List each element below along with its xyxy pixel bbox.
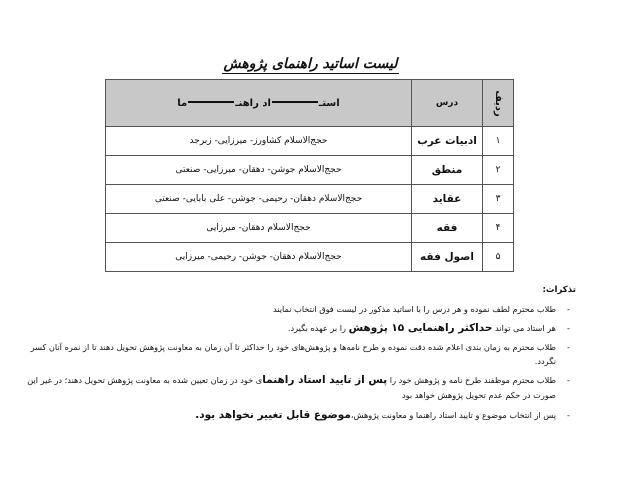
page-title (0, 56, 621, 72)
note-text: ی خود در زمان تعیین شده به معاونت پژوهش تحویل دهند؛ در غیر این صورت در حکم عدم تحویل پژوهش خواهد بود (27, 375, 556, 400)
note-item (20, 373, 576, 403)
note-bullet: - (567, 375, 570, 385)
row-subject: فقه (412, 214, 483, 243)
table-row (106, 243, 514, 272)
header-professors-part1: استـ (318, 97, 340, 109)
note-text: هر استاد می تواند (495, 323, 556, 333)
note-bullet: - (567, 323, 570, 333)
header-subject: درس (412, 80, 483, 127)
row-index: ۳ (483, 185, 514, 214)
row-subject: اصول فقه (412, 243, 483, 272)
table-row (106, 127, 514, 156)
row-professors: حجج‌الاسلام دهقان- رحیمی- جوشن- علی بابایی- صنعتی (106, 185, 412, 214)
note-text: طلاب محترم به زمان بندی اعلام شده دقت نموده و طرح نامه‌ها و پژوهش‌های خود را حداکثر تا آن زمان به معاونت پژوهش تحویل دهند تا از نمره آنان کسر نگردد. (30, 342, 556, 366)
row-professors: حجج‌الاسلام دهقان- جوشن- رحیمی- میرزایی (106, 243, 412, 272)
note-text: پس از انتخاب موضوع و تایید استاد راهنما و معاونت پژوهش، (350, 410, 556, 420)
note-item (20, 302, 576, 316)
row-professors: حجج‌الاسلام کشاورز- میرزایی- زبرجد (106, 127, 412, 156)
note-emphasis: حداکثر راهنمایی ۱۵ پژوهش (348, 322, 493, 334)
table-header-row (106, 80, 514, 127)
header-index (483, 80, 514, 127)
note-bullet: - (567, 410, 570, 420)
row-subject: عقاید (412, 185, 483, 214)
row-index: ۲ (483, 156, 514, 185)
row-index: ۱ (483, 127, 514, 156)
table-row (106, 156, 514, 185)
row-index: ۴ (483, 214, 514, 243)
notes-section (20, 283, 576, 427)
page-title-text: لیست اساتید راهنمای پژوهش (223, 56, 398, 72)
table-row (106, 214, 514, 243)
row-professors: حجج‌الاسلام دهقان- میرزایی (106, 214, 412, 243)
row-professors: حجج‌الاسلام جوشن- دهقان- میرزایی- صنعتی (106, 156, 412, 185)
note-text: طلاب محترم موظفند طرح نامه و پژوهش خود را (389, 375, 556, 385)
header-professors (106, 80, 412, 127)
header-professors-part3: ما (177, 97, 188, 109)
note-text: را بر عهده بگیرد. (287, 323, 346, 333)
note-bullet: - (567, 304, 570, 314)
note-item (20, 408, 576, 422)
header-professors-part2: اد راهنـ (235, 97, 271, 109)
row-subject: منطق (412, 156, 483, 185)
row-index: ۵ (483, 243, 514, 272)
note-emphasis: پس از تایید استاد راهنما (262, 374, 388, 386)
notes-heading: تذکرات: (542, 285, 576, 295)
header-index-label: ردیف (492, 89, 504, 117)
note-bullet: - (567, 342, 570, 352)
note-text: طلاب محترم لطف نموده و هر درس را با اساتید مذکور در لیست فوق انتخاب نمایند (272, 304, 556, 314)
note-emphasis: موضوع قابل تغییر نخواهد بود. (195, 409, 351, 421)
row-subject: ادبیات عرب (412, 127, 483, 156)
professors-table (105, 79, 514, 272)
table-row (106, 185, 514, 214)
note-item (20, 321, 576, 335)
note-item (20, 340, 576, 368)
